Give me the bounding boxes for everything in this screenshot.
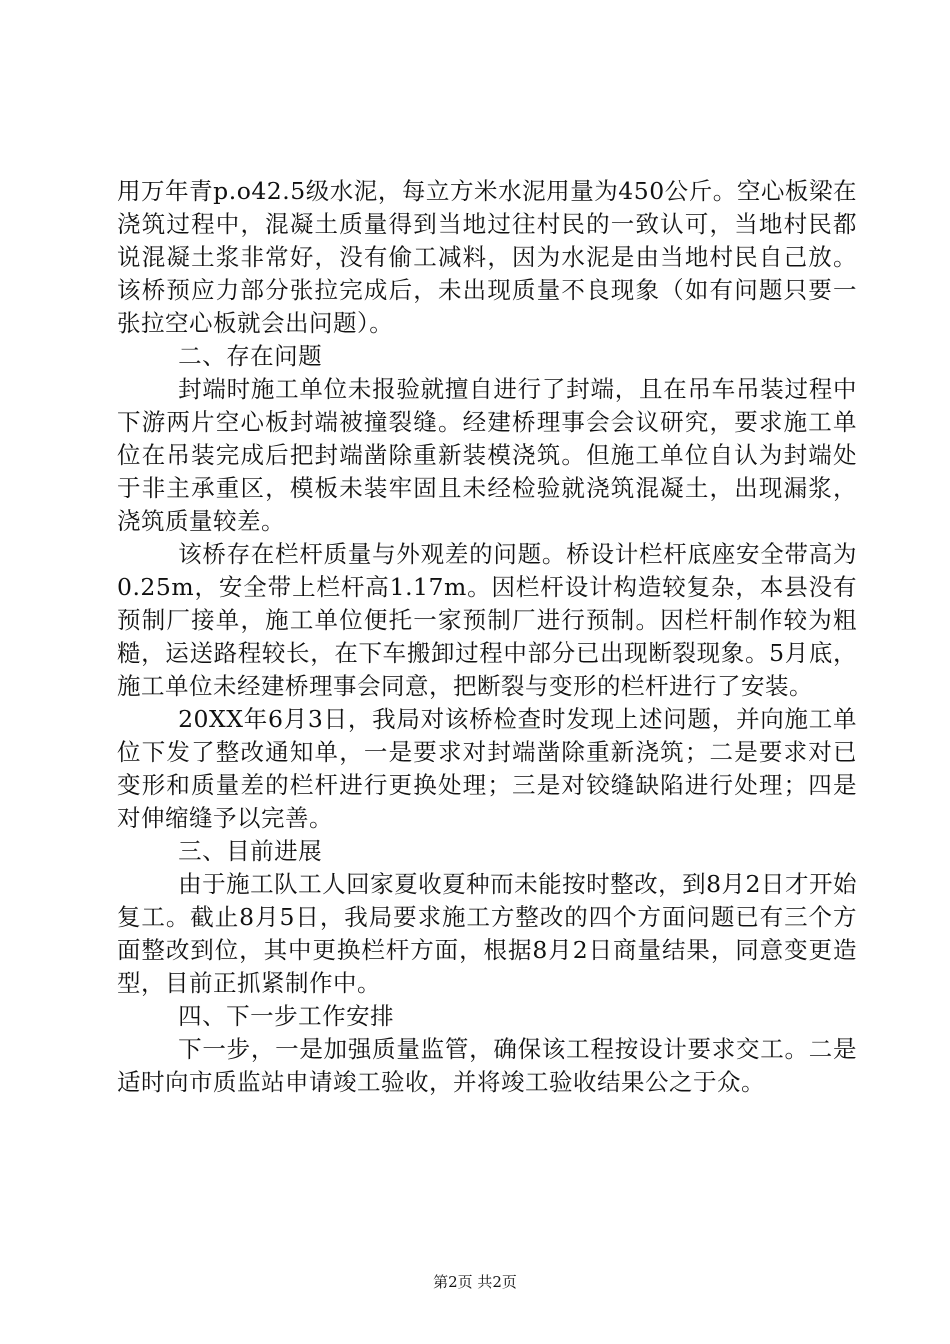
paragraph-progress-details: 由于施工队工人回家夏收夏种而未能按时整改，到8月2日才开始复工。截止8月5日，我局要求施工方整改的四个方面问题已有三个方面整改到位，其中更换栏杆方面，根据8月2日商量结果，同意变更造型，目前正抓紧制作中。 (117, 870, 857, 997)
paragraph-cement-quality: 用万年青p.o42.5级水泥，每立方米水泥用量为450公斤。空心板梁在浇筑过程中，混凝土质量得到当地过往村民的一致认可，当地村民都说混凝土浆非常好，没有偷工减料，因为水泥是由当地村民自己放。该桥预应力部分张拉完成后，未出现质量不良现象（如有问题只要一张拉空心板就会出问题）。 (117, 177, 857, 337)
paragraph-end-sealing-problem: 封端时施工单位未报验就擅自进行了封端，且在吊车吊装过程中下游两片空心板封端被撞裂缝。经建桥理事会会议研究，要求施工单位在吊装完成后把封端凿除重新装模浇筑。但施工单位自认为封端处于非主承重区，模板未装牢固且未经检验就浇筑混凝土，出现漏浆，浇筑质量较差。 (117, 375, 857, 535)
section-heading-next-steps: 四、下一步工作安排 (178, 1002, 395, 1030)
section-heading-current-progress: 三、目前进展 (178, 837, 323, 865)
paragraph-rectification-notice: 20XX年6月3日，我局对该桥检查时发现上述问题，并向施工单位下发了整改通知单，一是要求对封端凿除重新浇筑；二是要求对已变形和质量差的栏杆进行更换处理；三是对铰缝缺陷进行处理；四是对伸缩缝予以完善。 (117, 705, 857, 832)
paragraph-railing-problem: 该桥存在栏杆质量与外观差的问题。桥设计栏杆底座安全带高为0.25m，安全带上栏杆高1.17m。因栏杆设计构造较复杂，本县没有预制厂接单，施工单位便托一家预制厂进行预制。因栏杆制作较为粗糙，运送路程较长，在下车搬卸过程中部分已出现断裂现象。5月底，施工单位未经建桥理事会同意，把断裂与变形的栏杆进行了安装。 (117, 540, 857, 700)
paragraph-next-steps-details: 下一步，一是加强质量监管，确保该工程按设计要求交工。二是适时向市质监站申请竣工验收，并将竣工验收结果公之于众。 (117, 1035, 857, 1096)
section-heading-existing-problems: 二、存在问题 (178, 342, 323, 370)
page-number-footer: 第2页 共2页 (433, 1273, 517, 1291)
document-body (117, 175, 857, 1099)
